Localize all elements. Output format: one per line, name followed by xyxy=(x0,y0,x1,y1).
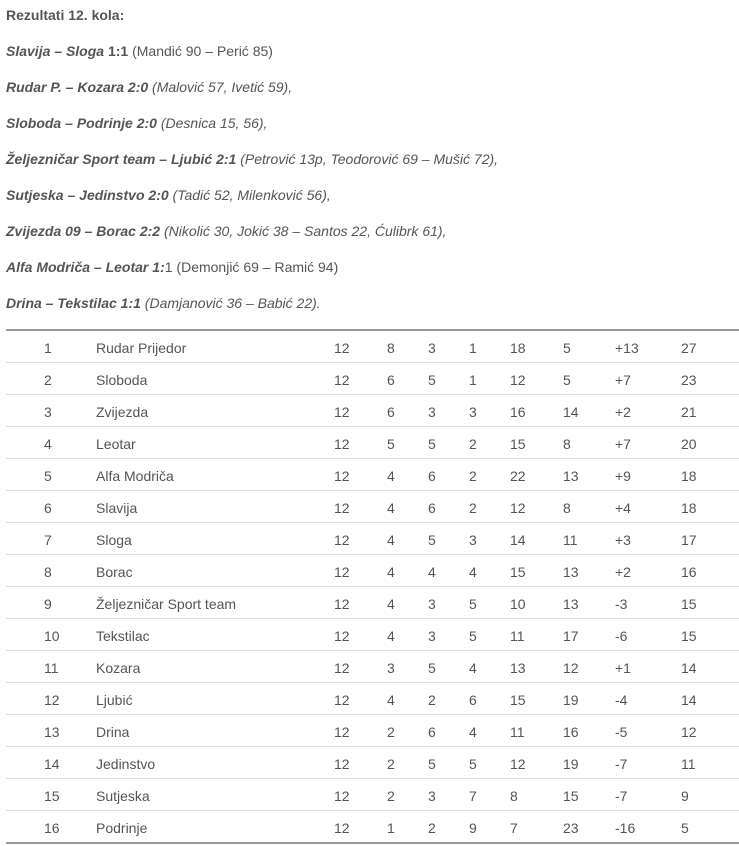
points-cell: 27 xyxy=(681,340,697,356)
position-cell: 12 xyxy=(44,692,60,708)
goals-against-cell: 8 xyxy=(563,500,571,516)
losses-cell: 5 xyxy=(469,596,477,612)
losses-cell: 3 xyxy=(469,532,477,548)
goals-against-cell: 13 xyxy=(563,596,579,612)
home-team: Zvijezda 09 xyxy=(6,223,81,239)
goals-for-cell: 15 xyxy=(510,436,526,452)
draws-cell: 3 xyxy=(428,628,436,644)
match-separator: – xyxy=(61,79,78,95)
goal-difference-cell: +1 xyxy=(615,660,631,676)
team-name-cell: Sloboda xyxy=(96,372,148,388)
points-cell: 20 xyxy=(681,436,697,452)
goals-for-cell: 14 xyxy=(510,532,526,548)
home-team: Željezničar Sport team xyxy=(6,151,156,167)
draws-cell: 3 xyxy=(428,596,436,612)
match-separator: – xyxy=(90,259,106,275)
losses-cell: 4 xyxy=(469,564,477,580)
goals-against-cell: 16 xyxy=(563,724,579,740)
position-cell: 7 xyxy=(44,532,52,548)
match-score: 1:1 xyxy=(104,43,129,59)
home-team: Sloboda xyxy=(6,115,62,131)
goal-scorers: (Mandić 90 – Perić 85) xyxy=(128,43,273,59)
losses-cell: 4 xyxy=(469,724,477,740)
points-cell: 11 xyxy=(681,756,696,772)
goals-against-cell: 17 xyxy=(563,628,579,644)
losses-cell: 5 xyxy=(469,628,477,644)
losses-cell: 1 xyxy=(469,340,477,356)
team-name-cell: Kozara xyxy=(96,660,141,676)
goals-for-cell: 12 xyxy=(510,500,526,516)
position-cell: 8 xyxy=(44,564,52,580)
home-team: Drina xyxy=(6,295,42,311)
goals-against-cell: 13 xyxy=(563,564,579,580)
table-row xyxy=(6,683,739,715)
table-row xyxy=(6,491,739,523)
match-result xyxy=(6,79,292,95)
team-name-cell: Rudar Prijedor xyxy=(96,340,187,356)
team-name-cell: Sloga xyxy=(96,532,132,548)
table-row xyxy=(6,747,739,779)
team-name-cell: Alfa Modriča xyxy=(96,468,174,484)
losses-cell: 5 xyxy=(469,756,477,772)
draws-cell: 5 xyxy=(428,532,436,548)
points-cell: 17 xyxy=(681,532,697,548)
points-cell: 18 xyxy=(681,468,697,484)
wins-cell: 4 xyxy=(387,628,395,644)
goals-for-cell: 10 xyxy=(510,596,526,612)
results-heading: Rezultati 12. kola: xyxy=(6,7,125,23)
played-cell: 12 xyxy=(334,820,350,836)
match-separator: – xyxy=(80,223,97,239)
table-row xyxy=(6,427,739,459)
match-result xyxy=(6,187,331,203)
away-team: Sloga xyxy=(65,43,105,59)
losses-cell: 4 xyxy=(469,660,477,676)
goals-against-cell: 11 xyxy=(563,532,578,548)
goals-against-cell: 13 xyxy=(563,468,579,484)
goal-difference-cell: +3 xyxy=(615,532,631,548)
losses-cell: 3 xyxy=(469,404,477,420)
played-cell: 12 xyxy=(334,532,350,548)
goal-scorers: (Petrović 13p, Teodorović 69 – Mušić 72), xyxy=(236,151,499,167)
goal-difference-cell: +9 xyxy=(615,468,631,484)
played-cell: 12 xyxy=(334,692,350,708)
match-separator: – xyxy=(61,115,77,131)
away-team: Kozara xyxy=(77,79,125,95)
away-team: Leotar xyxy=(105,259,149,275)
played-cell: 12 xyxy=(334,756,350,772)
points-cell: 18 xyxy=(681,500,697,516)
table-row xyxy=(6,363,739,395)
match-score: 2:0 xyxy=(144,187,169,203)
table-row xyxy=(6,523,739,555)
played-cell: 12 xyxy=(334,340,350,356)
position-cell: 6 xyxy=(44,500,52,516)
wins-cell: 6 xyxy=(387,372,395,388)
table-row xyxy=(6,619,739,651)
goals-for-cell: 18 xyxy=(510,340,526,356)
match-score: 1:1 xyxy=(116,295,141,311)
wins-cell: 6 xyxy=(387,404,395,420)
table-row xyxy=(6,555,739,587)
match-result xyxy=(6,259,338,275)
wins-cell: 2 xyxy=(387,724,395,740)
goal-difference-cell: -3 xyxy=(615,596,628,612)
wins-cell: 4 xyxy=(387,692,395,708)
match-score: 2:1 xyxy=(212,151,237,167)
table-row xyxy=(6,331,739,363)
table-row xyxy=(6,779,739,811)
points-cell: 12 xyxy=(681,724,697,740)
draws-cell: 5 xyxy=(428,436,436,452)
goals-against-cell: 8 xyxy=(563,436,571,452)
played-cell: 12 xyxy=(334,724,350,740)
played-cell: 12 xyxy=(334,788,350,804)
goals-for-cell: 8 xyxy=(510,788,518,804)
team-name-cell: Leotar xyxy=(96,436,136,452)
wins-cell: 2 xyxy=(387,756,395,772)
goal-difference-cell: +4 xyxy=(615,500,631,516)
played-cell: 12 xyxy=(334,564,350,580)
wins-cell: 5 xyxy=(387,436,395,452)
away-team: Borac xyxy=(96,223,136,239)
played-cell: 12 xyxy=(334,404,350,420)
goal-difference-cell: -5 xyxy=(615,724,628,740)
position-cell: 11 xyxy=(44,660,59,676)
played-cell: 12 xyxy=(334,468,350,484)
draws-cell: 3 xyxy=(428,404,436,420)
draws-cell: 2 xyxy=(428,692,436,708)
goal-scorers: (Demonjić 69 – Ramić 94) xyxy=(172,259,339,275)
losses-cell: 9 xyxy=(469,820,477,836)
match-separator: – xyxy=(50,43,66,59)
goal-difference-cell: -6 xyxy=(615,628,628,644)
match-score: 2:2 xyxy=(135,223,161,239)
wins-cell: 4 xyxy=(387,532,395,548)
away-team: Jedinstvo xyxy=(79,187,145,203)
position-cell: 5 xyxy=(44,468,52,484)
goal-difference-cell: -4 xyxy=(615,692,628,708)
team-name-cell: Ljubić xyxy=(96,692,133,708)
match-score-tail: 1 xyxy=(164,259,173,275)
standings-table xyxy=(6,329,739,844)
draws-cell: 3 xyxy=(428,788,436,804)
wins-cell: 2 xyxy=(387,788,395,804)
team-name-cell: Željezničar Sport team xyxy=(96,596,237,612)
goals-for-cell: 11 xyxy=(510,628,525,644)
team-name-cell: Borac xyxy=(96,564,133,580)
position-cell: 16 xyxy=(44,820,60,836)
team-name-cell: Slavija xyxy=(96,500,138,516)
points-cell: 15 xyxy=(681,596,697,612)
away-team: Ljubić xyxy=(170,151,213,167)
goals-against-cell: 19 xyxy=(563,692,579,708)
wins-cell: 3 xyxy=(387,660,395,676)
points-cell: 23 xyxy=(681,372,697,388)
goal-difference-cell: +7 xyxy=(615,372,631,388)
away-team: Tekstilac xyxy=(57,295,117,311)
table-row xyxy=(6,651,739,683)
position-cell: 10 xyxy=(44,628,60,644)
goal-scorers: (Damjanović 36 – Babić 22). xyxy=(140,295,321,311)
draws-cell: 5 xyxy=(428,660,436,676)
draws-cell: 4 xyxy=(428,564,436,580)
goals-for-cell: 13 xyxy=(510,660,526,676)
losses-cell: 2 xyxy=(469,500,477,516)
points-cell: 14 xyxy=(681,692,697,708)
position-cell: 15 xyxy=(44,788,60,804)
position-cell: 9 xyxy=(44,596,52,612)
wins-cell: 4 xyxy=(387,500,395,516)
goal-difference-cell: +7 xyxy=(615,436,631,452)
goals-for-cell: 12 xyxy=(510,372,526,388)
table-row xyxy=(6,587,739,619)
losses-cell: 2 xyxy=(469,436,477,452)
goals-for-cell: 22 xyxy=(510,468,526,484)
goals-for-cell: 16 xyxy=(510,404,526,420)
match-result xyxy=(6,151,498,167)
goal-difference-cell: -7 xyxy=(615,788,628,804)
match-score: 2:0 xyxy=(132,115,157,131)
home-team: Slavija xyxy=(6,43,51,59)
goals-against-cell: 14 xyxy=(563,404,579,420)
home-team: Sutjeska xyxy=(6,187,64,203)
match-result xyxy=(6,223,446,239)
points-cell: 21 xyxy=(681,404,697,420)
match-separator: – xyxy=(41,295,58,311)
points-cell: 5 xyxy=(681,820,689,836)
team-name-cell: Jedinstvo xyxy=(96,756,156,772)
draws-cell: 6 xyxy=(428,468,436,484)
goal-difference-cell: +2 xyxy=(615,564,631,580)
match-result xyxy=(6,115,267,131)
team-name-cell: Podrinje xyxy=(96,820,148,836)
goal-difference-cell: -16 xyxy=(615,820,636,836)
goals-against-cell: 19 xyxy=(563,756,579,772)
losses-cell: 1 xyxy=(469,372,477,388)
points-cell: 9 xyxy=(681,788,689,804)
played-cell: 12 xyxy=(334,372,350,388)
goal-scorers: (Desnica 15, 56), xyxy=(156,115,268,131)
losses-cell: 7 xyxy=(469,788,477,804)
losses-cell: 6 xyxy=(469,692,477,708)
goals-against-cell: 12 xyxy=(563,660,579,676)
goal-difference-cell: -7 xyxy=(615,756,628,772)
home-team: Rudar P. xyxy=(6,79,62,95)
goals-for-cell: 15 xyxy=(510,564,526,580)
position-cell: 4 xyxy=(44,436,52,452)
goal-scorers: (Nikolić 30, Jokić 38 – Santos 22, Ćulibrk 61), xyxy=(160,223,447,239)
match-result xyxy=(6,295,321,311)
goal-scorers: (Tadić 52, Milenković 56), xyxy=(168,187,331,203)
goals-against-cell: 5 xyxy=(563,340,571,356)
table-row xyxy=(6,459,739,491)
match-separator: – xyxy=(155,151,171,167)
match-separator: – xyxy=(63,187,80,203)
table-row xyxy=(6,811,739,844)
match-score: 2:0 xyxy=(124,79,149,95)
points-cell: 16 xyxy=(681,564,697,580)
played-cell: 12 xyxy=(334,596,350,612)
draws-cell: 3 xyxy=(428,340,436,356)
goal-difference-cell: +13 xyxy=(615,340,639,356)
table-row xyxy=(6,395,739,427)
match-score: 1: xyxy=(148,259,165,275)
team-name-cell: Sutjeska xyxy=(96,788,150,804)
played-cell: 12 xyxy=(334,628,350,644)
draws-cell: 6 xyxy=(428,500,436,516)
goals-against-cell: 23 xyxy=(563,820,579,836)
points-cell: 14 xyxy=(681,660,697,676)
position-cell: 13 xyxy=(44,724,60,740)
match-result xyxy=(6,43,273,59)
team-name-cell: Drina xyxy=(96,724,130,740)
goal-scorers: (Malović 57, Ivetić 59), xyxy=(148,79,293,95)
team-name-cell: Tekstilac xyxy=(96,628,150,644)
played-cell: 12 xyxy=(334,436,350,452)
position-cell: 3 xyxy=(44,404,52,420)
played-cell: 12 xyxy=(334,660,350,676)
table-row xyxy=(6,715,739,747)
wins-cell: 8 xyxy=(387,340,395,356)
wins-cell: 4 xyxy=(387,468,395,484)
home-team: Alfa Modriča xyxy=(6,259,91,275)
position-cell: 14 xyxy=(44,756,60,772)
wins-cell: 4 xyxy=(387,564,395,580)
position-cell: 1 xyxy=(44,340,52,356)
goals-against-cell: 5 xyxy=(563,372,571,388)
points-cell: 15 xyxy=(681,628,697,644)
goals-for-cell: 15 xyxy=(510,692,526,708)
played-cell: 12 xyxy=(334,500,350,516)
draws-cell: 6 xyxy=(428,724,436,740)
wins-cell: 4 xyxy=(387,596,395,612)
draws-cell: 5 xyxy=(428,372,436,388)
goals-for-cell: 7 xyxy=(510,820,518,836)
losses-cell: 2 xyxy=(469,468,477,484)
wins-cell: 1 xyxy=(387,820,395,836)
position-cell: 2 xyxy=(44,372,52,388)
team-name-cell: Zvijezda xyxy=(96,404,149,420)
goal-difference-cell: +2 xyxy=(615,404,631,420)
away-team: Podrinje xyxy=(76,115,133,131)
draws-cell: 2 xyxy=(428,820,436,836)
goals-against-cell: 15 xyxy=(563,788,579,804)
draws-cell: 5 xyxy=(428,756,436,772)
goals-for-cell: 11 xyxy=(510,724,525,740)
goals-for-cell: 12 xyxy=(510,756,526,772)
